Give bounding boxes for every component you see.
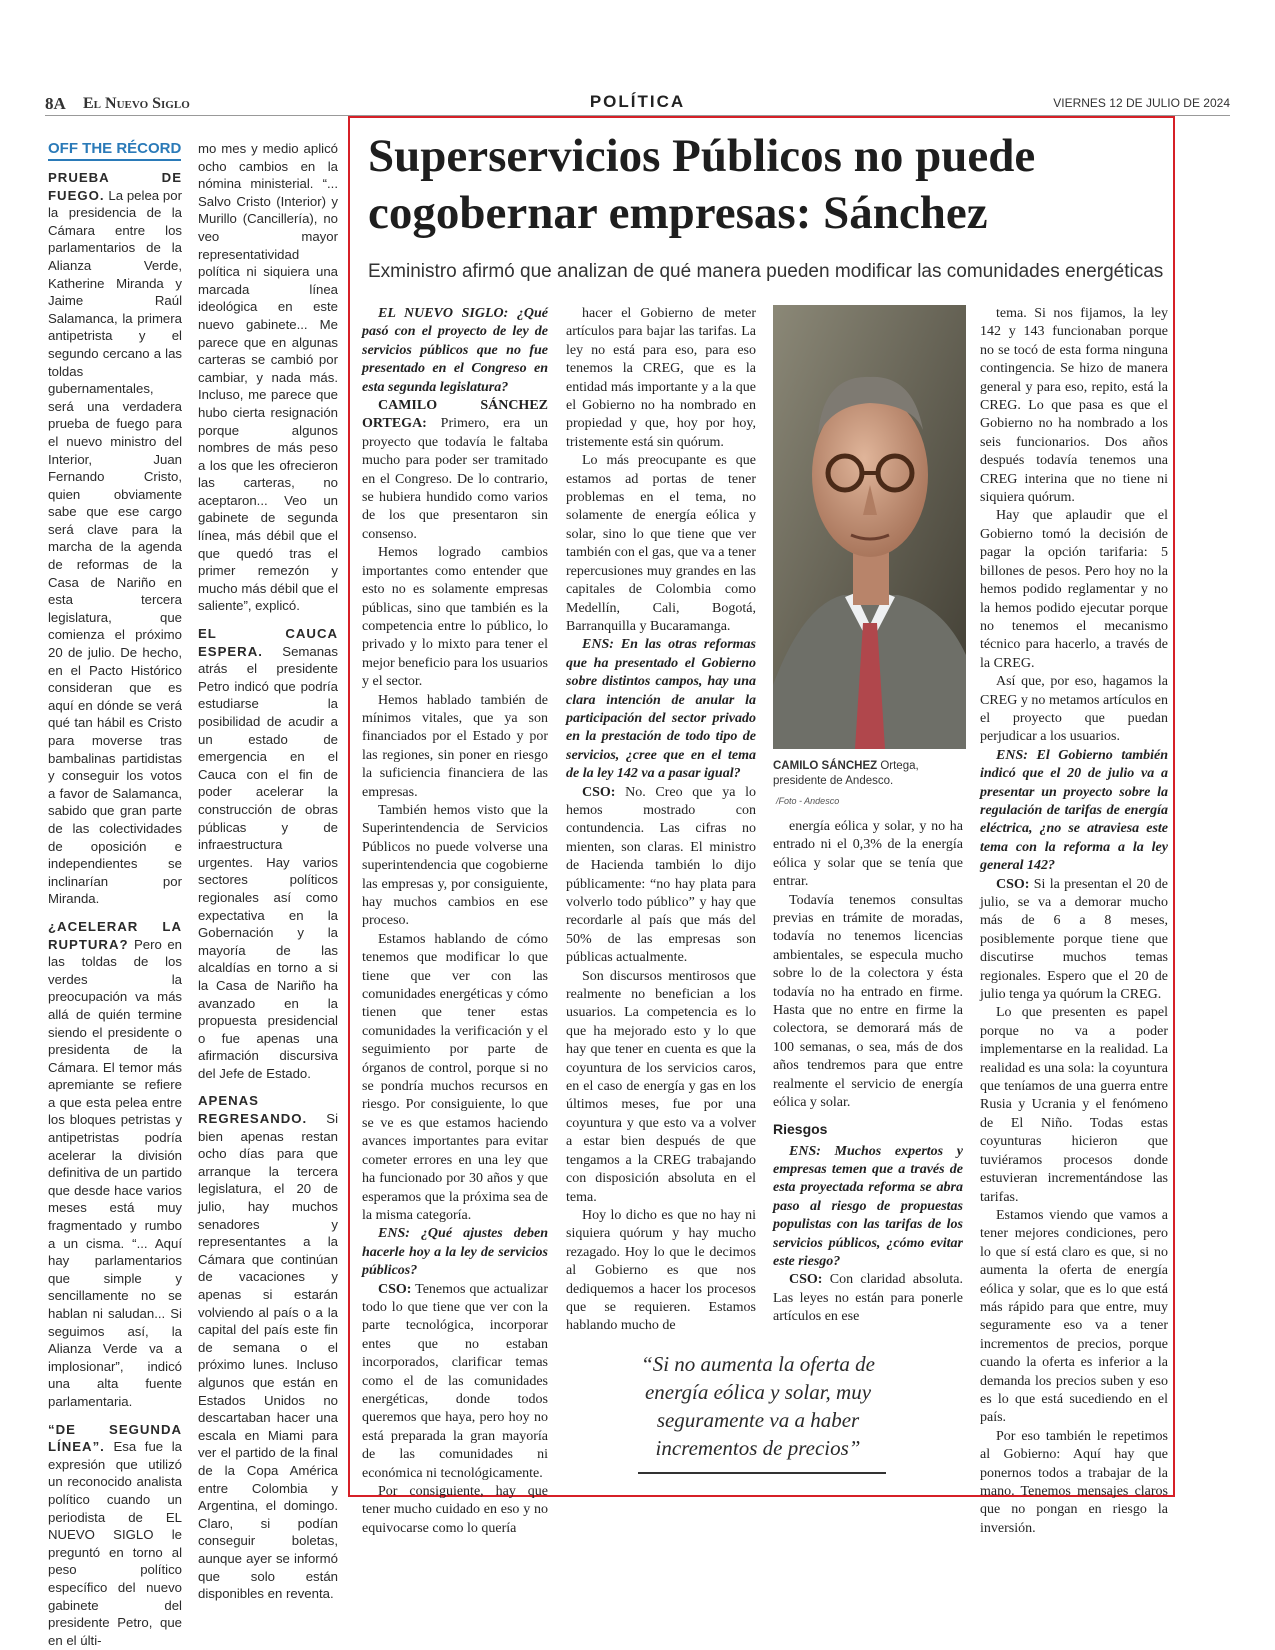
interview-question: ENS: ¿Qué ajustes deben hacerle hoy a la ley de servicios públicos? [362, 1226, 548, 1279]
article-column-1 [362, 305, 548, 1538]
sidebar-item-lead: PRUEBA DE FUEGO. [48, 170, 182, 203]
sidebar-item-lead: APENAS REGRESANDO. [198, 1093, 308, 1127]
sidebar-title: OFF THE RÉCORD [48, 140, 181, 161]
photo-caption [773, 759, 963, 789]
paragraph-text: También hemos visto que la Superintendencia de Servicios Públicos no puede volverse una superintendencia que cogobierne las empresas y, por consiguiente, hay muchos cambios en ese proceso. [362, 802, 548, 929]
interview-paragraph [566, 1207, 756, 1336]
section-title: POLÍTICA [589, 92, 686, 111]
article-headline: Superservicios Públicos no puede cogobernar empresas: Sánchez [368, 130, 1036, 239]
interview-paragraph [980, 673, 1168, 747]
interview-question: ENS: El Gobierno también indicó que el 20 de julio va a presentar un proyecto sobre la regulación de tarifas de energía eléctrica, ¿no se atraviesa este tema con la reforma a la ley general 142? [980, 747, 1168, 874]
interview-paragraph [362, 931, 548, 1226]
interview-paragraph [980, 507, 1168, 673]
interview-paragraph [566, 305, 756, 452]
interview-paragraph [566, 968, 756, 1207]
page-header [45, 94, 1230, 116]
article-column-4 [980, 305, 1168, 1538]
paragraph-text: Hay que aplaudir que el Gobierno tomó la decisión de pagar la opción tarifaria: 5 billones de pesos. Pero hoy no la hemos podido reglamentar y no la hemos podido ejecutar porque no tenemos el mecanismo técnico para hacerlo, a través de la CREG. [980, 508, 1168, 671]
interview-paragraph [980, 1207, 1168, 1428]
interview-paragraph [362, 1281, 548, 1483]
speaker-label: CSO: [582, 784, 616, 800]
pull-quote: “Si no aumenta la oferta de energía eólica y solar, muy seguramente va a haber incrementos de precios” [641, 1352, 875, 1460]
speaker-label: CAMILO SÁNCHEZ ORTEGA: [362, 398, 548, 432]
sidebar-item-text: Si bien apenas restan ocho días para que arranque la tercera legislatura, el 20 de julio, hay muchos senadores y representantes a la Cámara que continúan de vacaciones y apenas si estarán volviendo al país o a la capital del país este fin de semana o el próximo lunes. Incluso algunos que están en Estados Unidos no descartaban hacer una escala en Miami para ver el partido de la final de la Copa América entre Colombia y Argentina, el domingo. Claro, si podían conseguir boletas, aunque ayer se informó que solo están disponibles en reventa. [198, 1111, 338, 1602]
paragraph-text: Son discursos mentirosos que realmente no benefician a los usuarios. La competencia es lo que ha mejorado esto y lo que hay que tener en cuenta es que la coyuntura de los servicios caros, en el caso de energía y gas en los últimos meses, fue por una coyuntura y que esto va a volver a estar bien después de que tengamos a la CREG trabajando con disposición absoluta en el tema. [566, 968, 756, 1205]
speaker-label: CSO: [378, 1281, 412, 1297]
paragraph-text: hacer el Gobierno de meter artículos para bajar las tarifas. La ley no está para eso, para eso tenemos la CREG, que es la entidad más importante y a la que el Gobierno no ha nombrado en propiedad y que, hoy por hoy, tristemente está sin quórum. [566, 306, 756, 450]
interview-paragraph [566, 452, 756, 636]
portrait-photo [773, 305, 966, 749]
sidebar-column-2 [198, 140, 338, 1613]
paragraph-text: Si la presentan el 20 de julio, se va a demorar mucho más de 6 a 8 meses, posiblemente porque tiene que discutirse muchos temas regionales. Espero que el 20 de julio tenga ya quórum la CREG. [980, 876, 1168, 1003]
paragraph-text: Hoy lo dicho es que no hay ni siquiera quórum y hay mucho rezagado. Hoy lo que le decimos al Gobierno es que nos dediquemos a hacer los procesos que se requieren. Estamos hablando mucho de [566, 1207, 756, 1334]
sidebar-item [48, 1421, 182, 1650]
speaker-label: CSO: [996, 876, 1030, 892]
caption-text: Ortega, presidente de Andesco. [773, 760, 919, 787]
paragraph-text: Así que, por eso, hagamos la CREG y no metamos artículos en el proyecto que puedan perjudicar a los usuarios. [980, 674, 1168, 745]
interview-question: ENS: En las otras reformas que ha presentado el Gobierno sobre distintos campos, hay una clara intención de anular la participación del sector privado en la prestación de todo tipo de servicios, ¿cree que en el tema de la ley 142 va a pasar igual? [566, 637, 756, 782]
sidebar-item-text: Semanas atrás el presidente Petro indicó que podría estudiarse la posibilidad de acudir a un estado de emergencia en el Cauca con el fin de poder acelerar la construcción de obras públicas y de infraestructura urgentes. Hay varios sectores políticos regionales así como expectativa en la Gobernación y la mayoría de las alcaldías en torno a si la Casa de Nariño ha avanzado en la propuesta presidencial o fue apenas una afirmación discursiva del Jefe de Estado. [198, 643, 338, 1081]
sidebar-item [48, 918, 182, 1411]
interview-question: EL NUEVO SIGLO: ¿Qué pasó con el proyecto de ley de servicios públicos que no fue presentado en el Congreso en esta segunda legislatura? [362, 306, 548, 395]
sidebar-item-lead: ¿ACELERAR LA RUPTURA? [48, 918, 182, 952]
paragraph-text: tema. Si nos fijamos, la ley 142 y 143 funcionaban porque no se tocó de esta forma ninguna contingencia. Se hizo de manera general y para eso, repito, está la CREG. Lo que pasa es que el Gobierno no ha nombrado a los seis funcionarios. Dos años después todavía tenemos una CREG interina que no tiene ni siquiera quórum. [980, 306, 1168, 506]
paragraph-text: No. Creo que ya lo hemos mostrado con contundencia. Las cifras no mienten, son claras. El ministro de Hacienda también lo dijo públicamente: “no hay plata para volverlo todo público” y hay que recordarle al país que más del 50% de las empresas son públicas actualmente. [566, 784, 756, 966]
paragraph-text: Primero, era un proyecto que todavía le faltaba mucho para poder ser tramitado en el Congreso. De lo contrario, se hubiera hundido como varios de los que presentaron sin consenso. [362, 416, 548, 542]
caption-name: CAMILO SÁNCHEZ [773, 760, 878, 772]
paragraph-text: Lo más preocupante es que estamos ad portas de tener problemas en el tema, no solamente de energía eólica y solar, sino lo que tiene que ver también con el gas, que va a tener repercusiones muy grandes en las capitales de Colombia como Medellín, Cali, Bogotá, Barranquilla y Bucaramanga. [566, 453, 756, 634]
article-column-2 [566, 305, 756, 1336]
newspaper-name: El Nuevo Siglo [83, 95, 190, 112]
page-number: 8A [45, 94, 66, 113]
paragraph-text: Por eso también le repetimos al Gobierno: Aquí hay que ponernos todos a trabajar de la mano. Tenemos mensajes claros que no pongan en riesgo la inversión. [980, 1428, 1168, 1536]
interview-paragraph [362, 544, 548, 691]
paragraph-text: Estamos hablando de cómo tenemos que modificar lo que tiene que ver con las comunidades energéticas y cómo tienen que tener estas comunidades la verificación y el seguimiento por parte de órganos de control, porque si no se pondría muchos recursos en riesgo. Por consiguiente, lo que se ve es que estamos haciendo avances importantes para evitar cometer errores en una ley que ha funcionado por 30 años y que esperamos que la próxima sea de la misma categoría. [362, 931, 548, 1223]
sidebar-item-lead: “DE SEGUNDA LÍNEA”. [48, 1421, 182, 1455]
sidebar-item [198, 1092, 338, 1602]
sidebar-item [48, 169, 182, 908]
paragraph-text: Con claridad absoluta. Las leyes no están para ponerle artículos en ese [773, 1272, 963, 1325]
photo-credit: /Foto - Andesco [776, 796, 840, 806]
paragraph-text: Todavía tenemos consultas previas en trámite de moradas, todavía no tenemos licencias ambientales, se especula mucho sobre lo de la colectora y ésta todavía no ha entrado en firme. Hasta que no entre en firme la colectora, se demorará más de 100 semanas, o sea, más de dos años tendremos para que entre realmente el servicio de energía eólica y solar. [773, 892, 963, 1111]
paragraph-text: Estamos viendo que vamos a tener mejores condiciones, pero lo que sí está claro es que, si no aumenta la oferta de energía eólica y solar, que es lo que está más rápido para que entre, muy seguramente eso va a tener incrementos de precios, porque cuando la oferta es inferior a la demanda los precios suben y eso es lo que está sucediendo en el país. [980, 1207, 1168, 1426]
paragraph-text: Lo que presenten es papel porque no va a poder implementarse en la realidad. La realidad es una sola: la coyuntura que teníamos de una guerra entre Rusia y Ucrania y el fenómeno de El Niño. Todas estas coyunturas hicieron que tuviéramos procesos donde estuvieran incrementándose las tarifas. [980, 1005, 1168, 1205]
pull-quote-rule [638, 1472, 886, 1474]
sidebar-item-lead: EL CAUCA ESPERA. [198, 626, 338, 659]
sidebar-item-text: La pelea por la presidencia de la Cámara entre los parlamentarios de la Alianza Verde, Katherine Miranda y Jaime Raúl Salamanca, la primera antipetrista y el segundo cercano a las toldas gubernamentales, será una verdadera prueba de fuego para el nuevo ministro del Interior, Juan Fernando Cristo, quien obviamente sabe que ese cargo será clave para la marcha de la agenda de reformas de la Casa de Nariño en esta tercera legislatura, que comienza el próximo 20 de julio. De hecho, en el Pacto Histórico consideran que es aquí en dónde se verá qué tan hábil es Cristo para moverse tras bambalinas partidistas y conseguir los votos a favor de Salamanca, sabido que gran parte de las colectividades de oposición e independientes se inclinarían por Miranda. [48, 187, 182, 907]
speaker-label: CSO: [789, 1272, 823, 1288]
interview-paragraph [980, 305, 1168, 507]
interview-paragraph [362, 397, 548, 544]
sidebar-item [198, 625, 338, 1082]
interview-paragraph [362, 1483, 548, 1538]
sidebar-item [198, 140, 338, 615]
interview-paragraph [362, 692, 548, 802]
paragraph-text: Hemos hablado también de mínimos vitales, que ya son financiados por el Estado y por las regiones, sin poner en riesgo la suficiencia financiera de las empresas. [362, 692, 548, 800]
portrait-illustration [773, 305, 966, 749]
sidebar-item-text: Esa fue la expresión que utilizó un reconocido analista político cuando un periodista de EL NUEVO SIGLO le preguntó en torno al peso político específico del nuevo gabinete del presidente Petro, que en el últi- [48, 1439, 182, 1648]
interview-paragraph [980, 876, 1168, 1005]
paragraph-text: Por consiguiente, hay que tener mucho cuidado en eso y no equivocarse como lo quería [362, 1484, 548, 1536]
interview-paragraph [773, 818, 963, 892]
article-column-3 [773, 818, 963, 1327]
interview-question: ENS: Muchos expertos y empresas temen que a través de esta proyectada reforma se abra paso al riesgo de propuestas populistas con las tarifas de los servicios públicos, ¿cómo evitar este riesgo? [773, 1143, 963, 1269]
interview-paragraph [566, 784, 756, 968]
subheading-riesgos: Riesgos [773, 1120, 828, 1137]
article-subheadline: Exministro afirmó que analizan de qué manera pueden modificar las comunidades energéticas [368, 261, 1164, 282]
interview-paragraph [773, 892, 963, 1113]
interview-paragraph [773, 1271, 963, 1326]
paragraph-text: energía eólica y solar, y no ha entrado ni el 0,3% de la energía eólica y solar que se tenía que entrar. [773, 819, 963, 890]
sidebar-item-text: mo mes y medio aplicó ocho cambios en la nómina ministerial. “... Salvo Cristo (Interior) y Murillo (Cancillería), no veo mayor representatividad política ni siquiera una marcada línea ideológica en este nuevo gabinete... Me parece que en algunas carteras se cambió por cambiar, y nada más. Incluso, me parece que hubo cierta resignación porque algunos nombres de más peso a los que les ofrecieron las carteras, no aceptaron... Veo un gabinete de segunda línea, más débil que el que quedó tras el primer remezón y mucho más débil que el saliente”, explicó. [198, 141, 338, 614]
interview-paragraph [362, 802, 548, 931]
interview-paragraph [980, 1004, 1168, 1206]
paragraph-text: Hemos logrado cambios importantes como entender que esto no es solamente empresas públicas, sino que también es la competencia entre lo público, lo privado y lo mixto para tener el mejor beneficio para los usuarios y el sector. [362, 545, 548, 690]
sidebar-column-1 [48, 140, 182, 1650]
paragraph-text: Tenemos que actualizar todo lo que tiene que ver con la parte tecnológica, incorporar entes que no estaban incorporados, clarificar temas como el de las comunidades energéticas, donde todos queremos que haya, pero hoy no está preparada la gran mayoría de las comunidades ni económica ni tecnológicamente. [362, 1281, 548, 1481]
sidebar-item-text: Pero en las toldas de los verdes la preocupación va más allá de quién termine siendo el presidente o presidenta de la Cámara. El temor más apremiante se refiere a que esta pelea entre los bloques petristas y antipetristas podría acelerar la división definitiva de un partido que desde hace varios meses está muy fragmentado y rumbo a un cisma. “... Aquí hay parlamentarios que simple y sencillamente no se hablan ni saludan... Si seguimos así, la Alianza Verde va a implosionar”, indicó una alta fuente parlamentaria. [48, 936, 182, 1409]
issue-date: VIERNES 12 DE JULIO DE 2024 [1053, 96, 1230, 110]
interview-paragraph [980, 1428, 1168, 1538]
